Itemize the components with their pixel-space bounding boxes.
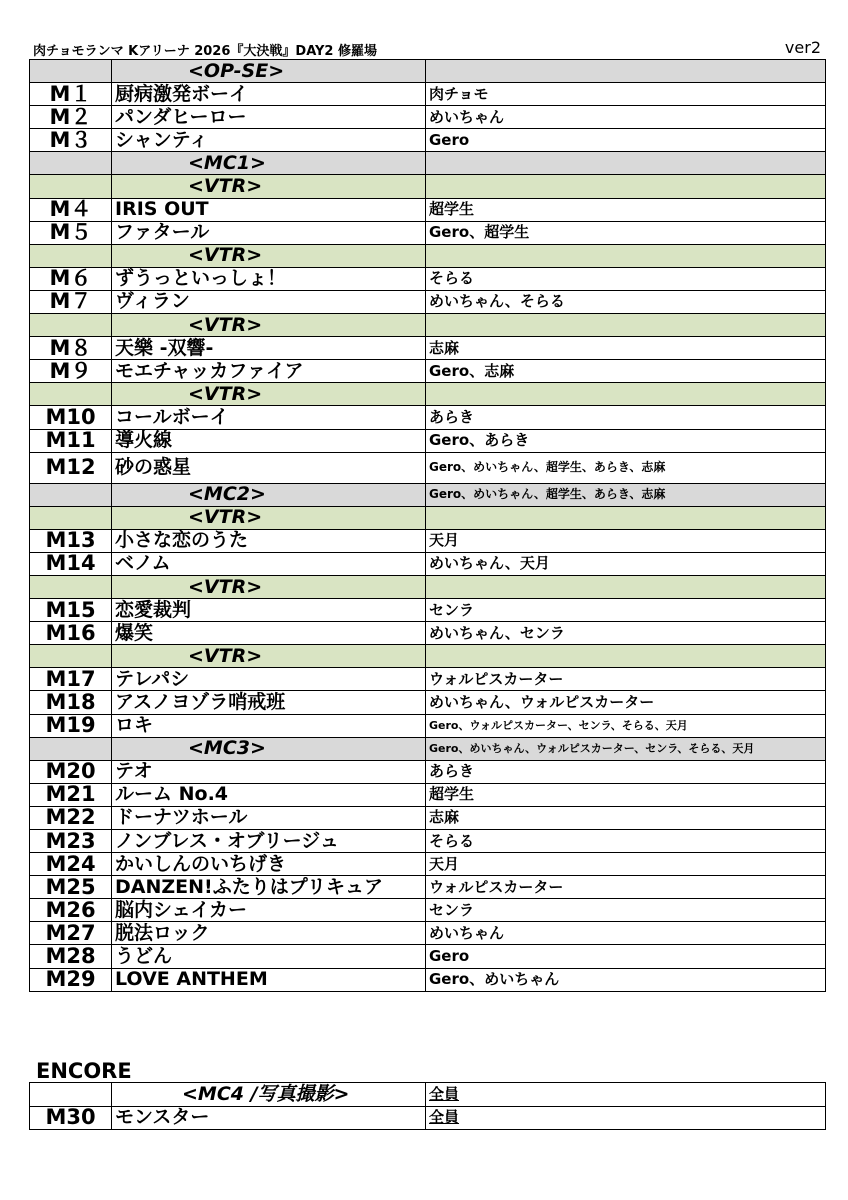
artist-cell	[426, 575, 826, 598]
empty-number-cell	[30, 152, 112, 175]
artist-cell	[426, 383, 826, 406]
song-number: M17	[30, 668, 112, 691]
song-title: モンスター	[112, 1106, 426, 1130]
interlude-label: <OP-SE>	[112, 60, 426, 83]
song-number: M29	[30, 968, 112, 991]
song-title: LOVE ANTHEM	[112, 968, 426, 991]
song-title: 小さな恋のうた	[112, 529, 426, 552]
page-title: 肉チョモランマ Kアリーナ 2026『大決戦』DAY2 修羅場	[33, 44, 377, 59]
interlude-row	[30, 506, 826, 529]
song-number: M12	[30, 452, 112, 483]
song-row	[30, 290, 826, 313]
artist-cell	[426, 152, 826, 175]
song-title: ルーム No.4	[112, 783, 426, 806]
song-row	[30, 360, 826, 383]
artist-cell: 全員	[426, 1106, 826, 1130]
song-title: コールボーイ	[112, 406, 426, 429]
interlude-label: <VTR>	[112, 244, 426, 267]
song-title: ベノム	[112, 552, 426, 575]
song-row	[30, 899, 826, 922]
artist-cell: 超学生	[426, 783, 826, 806]
song-number: M28	[30, 945, 112, 968]
song-title: モエチャッカファイア	[112, 360, 426, 383]
song-title: パンダヒーロー	[112, 106, 426, 129]
artist-cell	[426, 506, 826, 529]
artist-cell: めいちゃん	[426, 922, 826, 945]
artist-cell: Gero、志麻	[426, 360, 826, 383]
artist-cell: 全員	[426, 1083, 826, 1107]
song-title: アスノヨゾラ哨戒班	[112, 691, 426, 714]
interlude-label: <VTR>	[112, 314, 426, 337]
interlude-row	[30, 645, 826, 668]
song-row	[30, 337, 826, 360]
song-number: M14	[30, 552, 112, 575]
song-title: ずうっといっしょ！	[112, 267, 426, 290]
artist-cell: センラ	[426, 599, 826, 622]
song-row	[30, 760, 826, 783]
artist-cell: Gero	[426, 129, 826, 152]
song-number: M30	[30, 1106, 112, 1130]
song-row	[30, 830, 826, 853]
artist-cell: そらる	[426, 830, 826, 853]
song-number: M６	[30, 267, 112, 290]
song-number: M15	[30, 599, 112, 622]
interlude-label: <MC2>	[112, 483, 426, 506]
artist-cell: あらき	[426, 406, 826, 429]
interlude-label: <VTR>	[112, 506, 426, 529]
song-title: 導火線	[112, 429, 426, 452]
artist-cell: Gero、超学生	[426, 221, 826, 244]
song-number: M16	[30, 622, 112, 645]
song-title: 恋愛裁判	[112, 599, 426, 622]
song-row	[30, 876, 826, 899]
song-title: 厨病激発ボーイ	[112, 83, 426, 106]
encore-heading: ENCORE	[36, 1059, 132, 1083]
song-row	[30, 922, 826, 945]
empty-number-cell	[30, 60, 112, 83]
empty-number-cell	[30, 383, 112, 406]
song-row	[30, 968, 826, 991]
artist-cell: そらる	[426, 267, 826, 290]
interlude-label: <VTR>	[112, 575, 426, 598]
song-number: M３	[30, 129, 112, 152]
song-number: M21	[30, 783, 112, 806]
artist-cell	[426, 175, 826, 198]
artist-cell: Gero、めいちゃん	[426, 968, 826, 991]
artist-cell: Gero、めいちゃん、超学生、あらき、志麻	[426, 483, 826, 506]
empty-number-cell	[30, 314, 112, 337]
empty-number-cell	[30, 1083, 112, 1107]
song-number: M13	[30, 529, 112, 552]
song-row	[30, 452, 826, 483]
song-title: かいしんのいちげき	[112, 853, 426, 876]
song-row	[30, 221, 826, 244]
song-row	[30, 599, 826, 622]
artist-cell	[426, 314, 826, 337]
empty-number-cell	[30, 483, 112, 506]
interlude-row	[30, 152, 826, 175]
song-title: テオ	[112, 760, 426, 783]
artist-cell	[426, 645, 826, 668]
song-row	[30, 853, 826, 876]
song-number: M８	[30, 337, 112, 360]
song-row	[30, 945, 826, 968]
artist-cell: めいちゃん、センラ	[426, 622, 826, 645]
artist-cell: Gero、めいちゃん、ウォルピスカーター、センラ、そらる、天月	[426, 737, 826, 760]
song-row	[30, 429, 826, 452]
song-number: M２	[30, 106, 112, 129]
song-number: M19	[30, 714, 112, 737]
artist-cell: センラ	[426, 899, 826, 922]
song-title: ヴィラン	[112, 290, 426, 313]
song-number: M25	[30, 876, 112, 899]
song-number: M７	[30, 290, 112, 313]
artist-cell: ウォルピスカーター	[426, 668, 826, 691]
version-label: ver2	[784, 38, 821, 57]
artist-cell: めいちゃん、天月	[426, 552, 826, 575]
song-row	[30, 406, 826, 429]
song-title: IRIS OUT	[112, 198, 426, 221]
song-title: 砂の惑星	[112, 452, 426, 483]
song-row	[30, 806, 826, 829]
interlude-row	[30, 244, 826, 267]
artist-cell: 超学生	[426, 198, 826, 221]
artist-cell: Gero、ウォルピスカーター、センラ、そらる、天月	[426, 714, 826, 737]
song-row	[30, 129, 826, 152]
song-title: ノンブレス・オブリージュ	[112, 830, 426, 853]
song-title: ファタール	[112, 221, 426, 244]
song-row	[30, 106, 826, 129]
artist-cell: 肉チョモ	[426, 83, 826, 106]
interlude-row	[30, 60, 826, 83]
artist-cell: Gero	[426, 945, 826, 968]
artist-cell: めいちゃん、ウォルピスカーター	[426, 691, 826, 714]
song-row	[30, 83, 826, 106]
song-title: 爆笑	[112, 622, 426, 645]
song-number: M27	[30, 922, 112, 945]
song-row	[30, 668, 826, 691]
song-number: M18	[30, 691, 112, 714]
song-row	[30, 622, 826, 645]
empty-number-cell	[30, 175, 112, 198]
song-row	[30, 552, 826, 575]
song-row	[30, 529, 826, 552]
song-number: M26	[30, 899, 112, 922]
artist-cell: 志麻	[426, 337, 826, 360]
artist-cell: 天月	[426, 853, 826, 876]
song-number: M11	[30, 429, 112, 452]
interlude-label: <MC3>	[112, 737, 426, 760]
song-title: ドーナツホール	[112, 806, 426, 829]
song-number: M５	[30, 221, 112, 244]
song-title: 脳内シェイカー	[112, 899, 426, 922]
interlude-label: <VTR>	[112, 383, 426, 406]
artist-cell: めいちゃん、そらる	[426, 290, 826, 313]
interlude-label: <VTR>	[112, 175, 426, 198]
encore-table	[29, 1082, 826, 1130]
song-title: ロキ	[112, 714, 426, 737]
interlude-row	[30, 175, 826, 198]
artist-cell: めいちゃん	[426, 106, 826, 129]
artist-cell: 天月	[426, 529, 826, 552]
song-row	[30, 714, 826, 737]
song-number: M20	[30, 760, 112, 783]
empty-number-cell	[30, 737, 112, 760]
song-number: M１	[30, 83, 112, 106]
song-title: 脱法ロック	[112, 922, 426, 945]
song-title: 天樂 -双響-	[112, 337, 426, 360]
interlude-row	[30, 483, 826, 506]
song-number: M23	[30, 830, 112, 853]
interlude-row	[30, 1083, 826, 1107]
song-number: M４	[30, 198, 112, 221]
song-title: うどん	[112, 945, 426, 968]
empty-number-cell	[30, 645, 112, 668]
artist-cell: ウォルピスカーター	[426, 876, 826, 899]
setlist-table	[29, 59, 826, 992]
song-number: M10	[30, 406, 112, 429]
artist-cell	[426, 60, 826, 83]
song-title: DANZEN!ふたりはプリキュア	[112, 876, 426, 899]
artist-cell	[426, 244, 826, 267]
song-row	[30, 691, 826, 714]
song-title: テレパシ	[112, 668, 426, 691]
interlude-row	[30, 575, 826, 598]
song-row	[30, 1106, 826, 1130]
song-title: シャンティ	[112, 129, 426, 152]
empty-number-cell	[30, 575, 112, 598]
song-number: M９	[30, 360, 112, 383]
empty-number-cell	[30, 244, 112, 267]
artist-cell: 志麻	[426, 806, 826, 829]
interlude-label: <MC4 /写真撮影>	[112, 1083, 426, 1107]
artist-cell: Gero、あらき	[426, 429, 826, 452]
song-row	[30, 198, 826, 221]
song-number: M22	[30, 806, 112, 829]
interlude-row	[30, 314, 826, 337]
song-row	[30, 783, 826, 806]
song-number: M24	[30, 853, 112, 876]
interlude-label: <VTR>	[112, 645, 426, 668]
artist-cell: Gero、めいちゃん、超学生、あらき、志麻	[426, 452, 826, 483]
interlude-row	[30, 383, 826, 406]
interlude-row	[30, 737, 826, 760]
song-row	[30, 267, 826, 290]
empty-number-cell	[30, 506, 112, 529]
artist-cell: あらき	[426, 760, 826, 783]
interlude-label: <MC1>	[112, 152, 426, 175]
